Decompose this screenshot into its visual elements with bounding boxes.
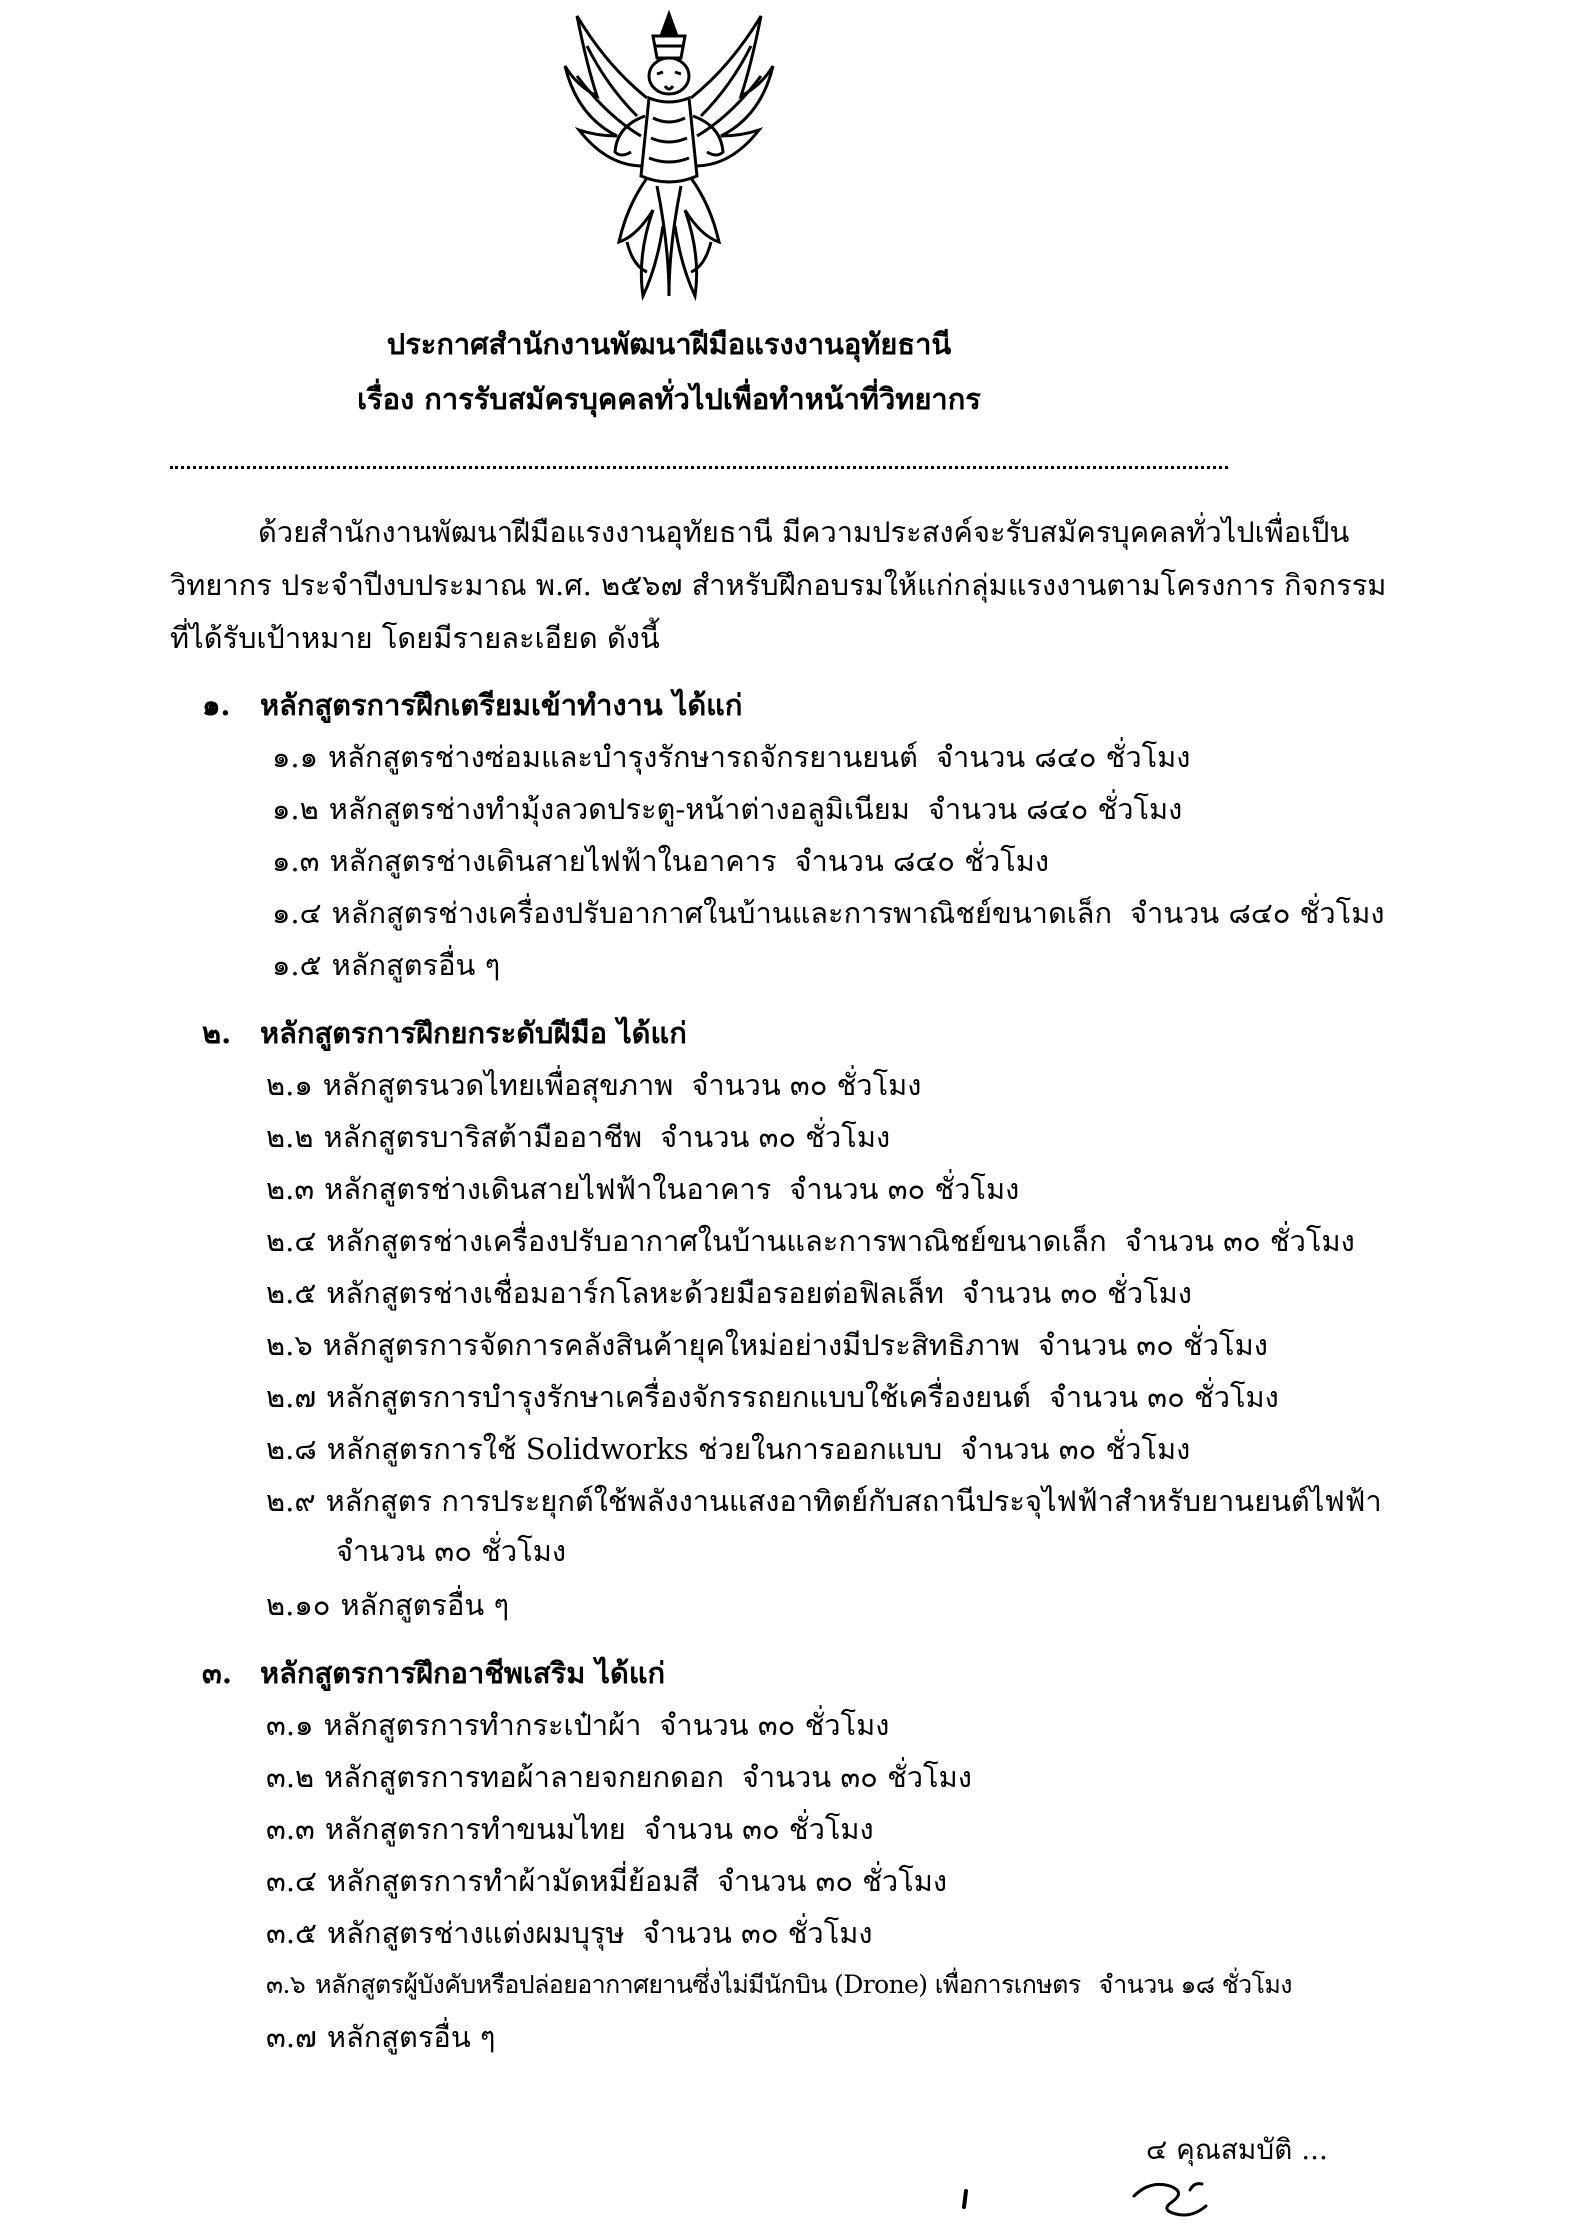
section-heading [202,684,742,726]
list-item: ๑.๑ หลักสูตรช่างซ่อมและบำรุงรักษารถจักรยานยนต์ จำนวน ๘๔๐ ชั่วโมง [272,740,1191,774]
list-item: ๒.๕ หลักสูตรช่างเชื่อมอาร์กโลหะด้วยมือรอยต่อฟิลเล็ท จำนวน ๓๐ ชั่วโมง [266,1276,1192,1310]
list-item: ๒.๑๐ หลักสูตรอื่น ๆ [266,1588,510,1622]
page-title: ประกาศสำนักงานพัฒนาฝีมือแรงงานอุทัยธานี [386,327,952,361]
list-item: ๒.๔ หลักสูตรช่างเครื่องปรับอากาศในบ้านและการพาณิชย์ขนาดเล็ก จำนวน ๓๐ ชั่วโมง [266,1224,1355,1258]
intro-line-2: วิทยากร ประจำปีงบประมาณ พ.ศ. ๒๕๖๗ สำหรับฝึกอบรมให้แก่กลุ่มแรงงานตามโครงการ กิจกรรม [170,568,1387,602]
section-number: ๑. [202,688,231,722]
list-item: ๒.๙ หลักสูตร การประยุกต์ใช้พลังงานแสงอาทิตย์กับสถานีประจุไฟฟ้าสำหรับยานยนต์ไฟฟ้า [266,1484,1382,1518]
list-item: ๒.๓ หลักสูตรช่างเดินสายไฟฟ้าในอาคาร จำนวน ๓๐ ชั่วโมง [266,1172,1020,1206]
list-item: ๓.๒ หลักสูตรการทอผ้าลายจกยกดอก จำนวน ๓๐ ชั่วโมง [266,1760,972,1794]
list-item: ๑.๒ หลักสูตรช่างทำมุ้งลวดประตู-หน้าต่างอลูมิเนียม จำนวน ๘๔๐ ชั่วโมง [272,792,1183,826]
list-item: ๒.๗ หลักสูตรการบำรุงรักษาเครื่องจักรรถยกแบบใช้เครื่องยนต์ จำนวน ๓๐ ชั่วโมง [266,1380,1279,1414]
list-item: ๓.๗ หลักสูตรอื่น ๆ [266,2020,496,2054]
dotted-divider [170,466,1228,469]
list-item: ๒.๑ หลักสูตรนวดไทยเพื่อสุขภาพ จำนวน ๓๐ ชั่วโมง [266,1068,922,1102]
ink-mark-icon [962,2190,969,2208]
intro-line-3: ที่ได้รับเป้าหมาย โดยมีรายละเอียด ดังนี้ [170,621,660,655]
section-number: ๒. [202,1016,232,1050]
section-title: หลักสูตรการฝึกยกระดับฝีมือ ได้แก่ [260,1016,687,1050]
list-item: ๑.๔ หลักสูตรช่างเครื่องปรับอากาศในบ้านและการพาณิชย์ขนาดเล็ก จำนวน ๘๔๐ ชั่วโมง [272,896,1385,930]
section-heading [202,1012,687,1054]
list-item: ๑.๕ หลักสูตรอื่น ๆ [272,948,501,982]
list-item: ๒.๒ หลักสูตรบาริสต้ามืออาชีพ จำนวน ๓๐ ชั่วโมง [266,1120,891,1154]
garuda-emblem-icon [557,6,781,306]
list-item: ๓.๖ หลักสูตรผู้บังคับหรือปล่อยอากาศยานซึ่งไม่มีนักบิน (Drone) เพื่อการเกษตร จำนวน ๑๘ ชั่วโมง [266,1970,1292,1999]
handwritten-initial-icon [1120,2172,1220,2226]
intro-line-1: ด้วยสำนักงานพัฒนาฝีมือแรงงานอุทัยธานี มีความประสงค์จะรับสมัครบุคคลทั่วไปเพื่อเป็น [258,515,1350,549]
section-heading [202,1652,665,1694]
section-title: หลักสูตรการฝึกอาชีพเสริม ได้แก่ [260,1656,666,1690]
list-item: ๒.๖ หลักสูตรการจัดการคลังสินค้ายุคใหม่อย่างมีประสิทธิภาพ จำนวน ๓๐ ชั่วโมง [266,1328,1268,1362]
list-item-continuation: จำนวน ๓๐ ชั่วโมง [336,1534,566,1568]
list-item: ๓.๓ หลักสูตรการทำขนมไทย จำนวน ๓๐ ชั่วโมง [266,1812,874,1846]
list-item: ๒.๘ หลักสูตรการใช้ Solidworks ช่วยในการออกแบบ จำนวน ๓๐ ชั่วโมง [266,1432,1191,1466]
section-number: ๓. [202,1656,232,1690]
list-item: ๓.๕ หลักสูตรช่างแต่งผมบุรุษ จำนวน ๓๐ ชั่วโมง [266,1916,873,1950]
section-title: หลักสูตรการฝึกเตรียมเข้าทำงาน ได้แก่ [260,688,743,722]
list-item: ๑.๓ หลักสูตรช่างเดินสายไฟฟ้าในอาคาร จำนวน ๘๔๐ ชั่วโมง [272,844,1050,878]
next-page-reference: ๔ คุณสมบัติ ... [1146,2133,1328,2166]
list-item: ๓.๑ หลักสูตรการทำกระเป๋าผ้า จำนวน ๓๐ ชั่วโมง [266,1708,890,1742]
list-item: ๓.๔ หลักสูตรการทำผ้ามัดหมี่ย้อมสี จำนวน ๓๐ ชั่วโมง [266,1864,948,1898]
page-subject: เรื่อง การรับสมัครบุคคลทั่วไปเพื่อทำหน้าที่วิทยากร [357,382,981,416]
